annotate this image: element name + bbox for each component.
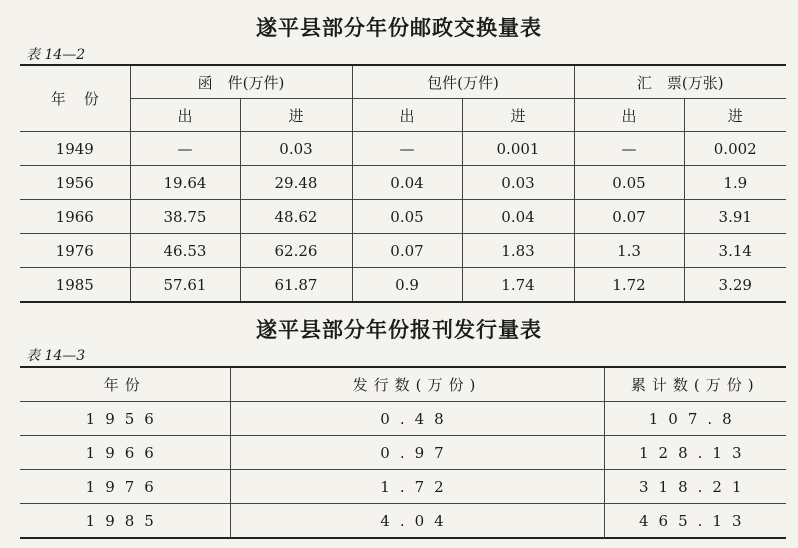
table-cell: 0.97 xyxy=(230,436,604,470)
table-row xyxy=(20,504,786,539)
table-row xyxy=(20,268,786,303)
table-cell: 1956 xyxy=(20,166,130,200)
table-cell: 1985 xyxy=(20,268,130,303)
table-cell: 61.87 xyxy=(240,268,352,303)
table-cell: 0.04 xyxy=(352,166,462,200)
remittance-in-header: 进 xyxy=(684,99,786,132)
table-cell: 1949 xyxy=(20,132,130,166)
table1-tag: 表 14—2 xyxy=(26,47,86,63)
year-column-header: 年份 xyxy=(20,367,230,402)
table-cell: 1.3 xyxy=(574,234,684,268)
table-row xyxy=(20,470,786,504)
table-cell: 0.07 xyxy=(352,234,462,268)
table-cell: 0.002 xyxy=(684,132,786,166)
table-cell: 1966 xyxy=(20,200,130,234)
remittance-out-header: 出 xyxy=(574,99,684,132)
table-cell: 29.48 xyxy=(240,166,352,200)
table2-title: 遂平县部分年份报刊发行量表 xyxy=(256,318,542,342)
letters-out-header: 出 xyxy=(130,99,240,132)
table-cell: 19.64 xyxy=(130,166,240,200)
table-cell: 1976 xyxy=(20,234,130,268)
table-row xyxy=(20,200,786,234)
table-cell: 1.72 xyxy=(574,268,684,303)
postal-exchange-table xyxy=(20,64,786,303)
table1-header-row-1 xyxy=(20,65,786,99)
table-cell: 1956 xyxy=(20,402,230,436)
parcels-in-header: 进 xyxy=(462,99,574,132)
year-column-header: 年份 xyxy=(20,65,130,132)
table-cell: 48.62 xyxy=(240,200,352,234)
table-cell: 46.53 xyxy=(130,234,240,268)
table-cell: 318.21 xyxy=(604,470,786,504)
issued-column-header: 发行数(万份) xyxy=(230,367,604,402)
table-cell: 38.75 xyxy=(130,200,240,234)
table-cell: 4.04 xyxy=(230,504,604,539)
table-cell: 0.05 xyxy=(574,166,684,200)
remittance-column-header: 汇 票(万张) xyxy=(574,65,786,99)
letters-in-header: 进 xyxy=(240,99,352,132)
parcels-column-header: 包件(万件) xyxy=(352,65,574,99)
table-cell: 0.48 xyxy=(230,402,604,436)
table-cell: 1966 xyxy=(20,436,230,470)
table-cell: 1985 xyxy=(20,504,230,539)
table1-title: 遂平县部分年份邮政交换量表 xyxy=(256,16,542,40)
table-row xyxy=(20,166,786,200)
table-row xyxy=(20,436,786,470)
table-cell: 107.8 xyxy=(604,402,786,436)
table2-tag: 表 14—3 xyxy=(26,348,86,364)
table-row xyxy=(20,132,786,166)
table-cell: 3.14 xyxy=(684,234,786,268)
cumulative-column-header: 累计数(万份) xyxy=(604,367,786,402)
table1-header-row-2 xyxy=(20,99,786,132)
table-cell: 1.74 xyxy=(462,268,574,303)
newspaper-distribution-table xyxy=(20,366,786,539)
table-cell: 0.07 xyxy=(574,200,684,234)
table-cell: 0.04 xyxy=(462,200,574,234)
table-cell: 0.03 xyxy=(240,132,352,166)
table-cell: 0.001 xyxy=(462,132,574,166)
table-cell: 57.61 xyxy=(130,268,240,303)
table-cell: 1976 xyxy=(20,470,230,504)
table-cell: 62.26 xyxy=(240,234,352,268)
table-cell: 3.91 xyxy=(684,200,786,234)
table-cell: 1.83 xyxy=(462,234,574,268)
table-cell: — xyxy=(352,132,462,166)
table-cell: 1.9 xyxy=(684,166,786,200)
table-cell: 1.72 xyxy=(230,470,604,504)
table2-header-row xyxy=(20,367,786,402)
parcels-out-header: 出 xyxy=(352,99,462,132)
table-cell: — xyxy=(574,132,684,166)
table-cell: 3.29 xyxy=(684,268,786,303)
table-cell: 0.9 xyxy=(352,268,462,303)
letters-column-header: 函 件(万件) xyxy=(130,65,352,99)
table-cell: 465.13 xyxy=(604,504,786,539)
table-row xyxy=(20,402,786,436)
table-cell: 0.03 xyxy=(462,166,574,200)
table-cell: 128.13 xyxy=(604,436,786,470)
table-cell: — xyxy=(130,132,240,166)
table-cell: 0.05 xyxy=(352,200,462,234)
table-row xyxy=(20,234,786,268)
